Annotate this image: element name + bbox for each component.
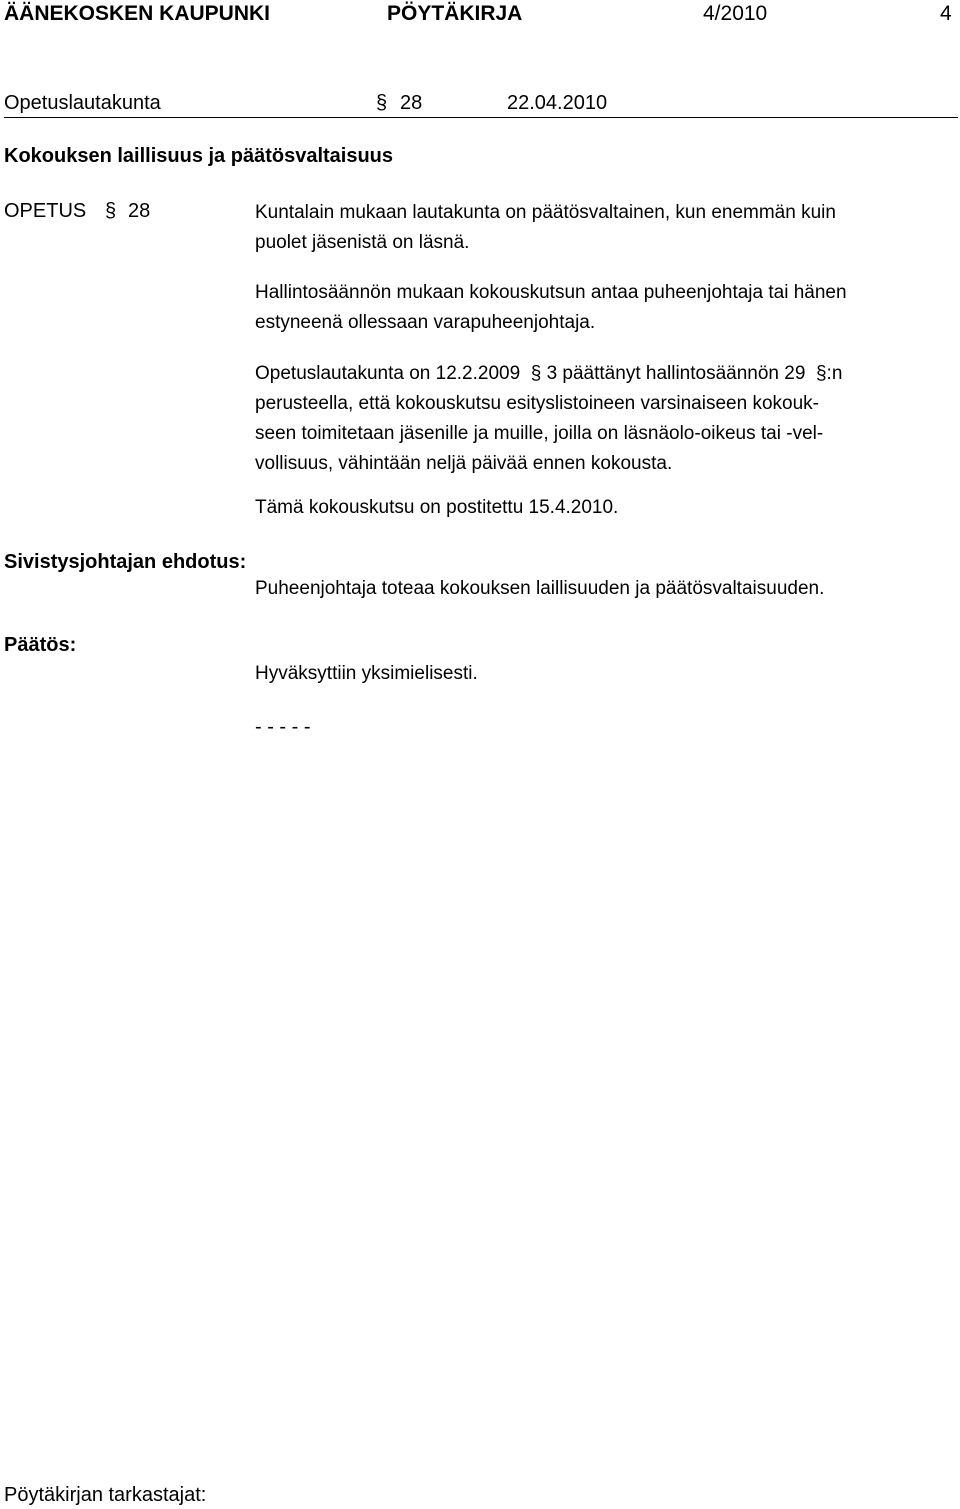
header-divider xyxy=(4,117,958,118)
section-separator: - - - - - xyxy=(255,716,311,738)
paragraph-line: puolet jäsenistä on läsnä. xyxy=(255,232,470,253)
paragraph-line: Tämä kokouskutsu on postitettu 15.4.2010. xyxy=(255,497,619,518)
p3-mid: 3 päättänyt hallintosäännön 29 xyxy=(546,363,806,384)
paragraph-line: perusteella, että kokouskutsu esityslistoineen varsinaiseen kokouk- xyxy=(255,393,819,414)
document-type: PÖYTÄKIRJA xyxy=(387,2,523,25)
item-code-number: 28 xyxy=(128,200,151,222)
paragraph-line: Hallintosäännön mukaan kokouskutsun antaa puheenjohtaja tai hänen xyxy=(255,282,847,303)
meeting-date: 22.04.2010 xyxy=(507,92,608,114)
item-code: OPETUS xyxy=(4,200,87,222)
p3-start: Opetuslautakunta on 12.2.2009 xyxy=(255,363,521,384)
section-symbol: § xyxy=(376,92,388,114)
page-number: 4 xyxy=(940,2,952,25)
committee-name: Opetuslautakunta xyxy=(4,92,161,114)
decision-text: Hyväksyttiin yksimielisesti. xyxy=(255,663,478,684)
section-number: 28 xyxy=(400,92,423,114)
footer-reviewers-label: Pöytäkirjan tarkastajat: xyxy=(4,1484,207,1506)
paragraph-line xyxy=(255,359,955,389)
paragraph-quorum xyxy=(255,198,955,258)
paragraph-line: seen toimitetaan jäsenille ja muille, joilla on läsnäolo-oikeus tai -vel- xyxy=(255,423,824,444)
paragraph-line: vollisuus, vähintään neljä päivää ennen kokousta. xyxy=(255,453,673,474)
decision-label: Päätös: xyxy=(4,634,77,656)
document-number: 4/2010 xyxy=(703,2,768,25)
item-title: Kokouksen laillisuus ja päätösvaltaisuus xyxy=(4,145,394,167)
paragraph-line: estyneenä ollessaan varapuheenjohtaja. xyxy=(255,312,596,333)
organization-name: ÄÄNEKOSKEN KAUPUNKI xyxy=(4,2,271,25)
paragraph-decision-history xyxy=(255,359,955,479)
proposal-text: Puheenjohtaja toteaa kokouksen laillisuuden ja päätösvaltaisuuden. xyxy=(255,578,825,599)
paragraph-invitation xyxy=(255,278,955,338)
p3-section-symbol-1: § xyxy=(530,363,542,384)
p3-end: :n xyxy=(826,363,843,384)
paragraph-line: Kuntalain mukaan lautakunta on päätösvaltainen, kun enemmän kuin xyxy=(255,202,836,223)
paragraph-mailed xyxy=(255,493,955,523)
item-section-symbol: § xyxy=(105,200,117,222)
p3-section-symbol-2: § xyxy=(815,363,827,384)
proposal-label: Sivistysjohtajan ehdotus: xyxy=(4,551,247,573)
decision-text-block xyxy=(255,659,955,689)
proposal-text-block xyxy=(255,574,955,604)
